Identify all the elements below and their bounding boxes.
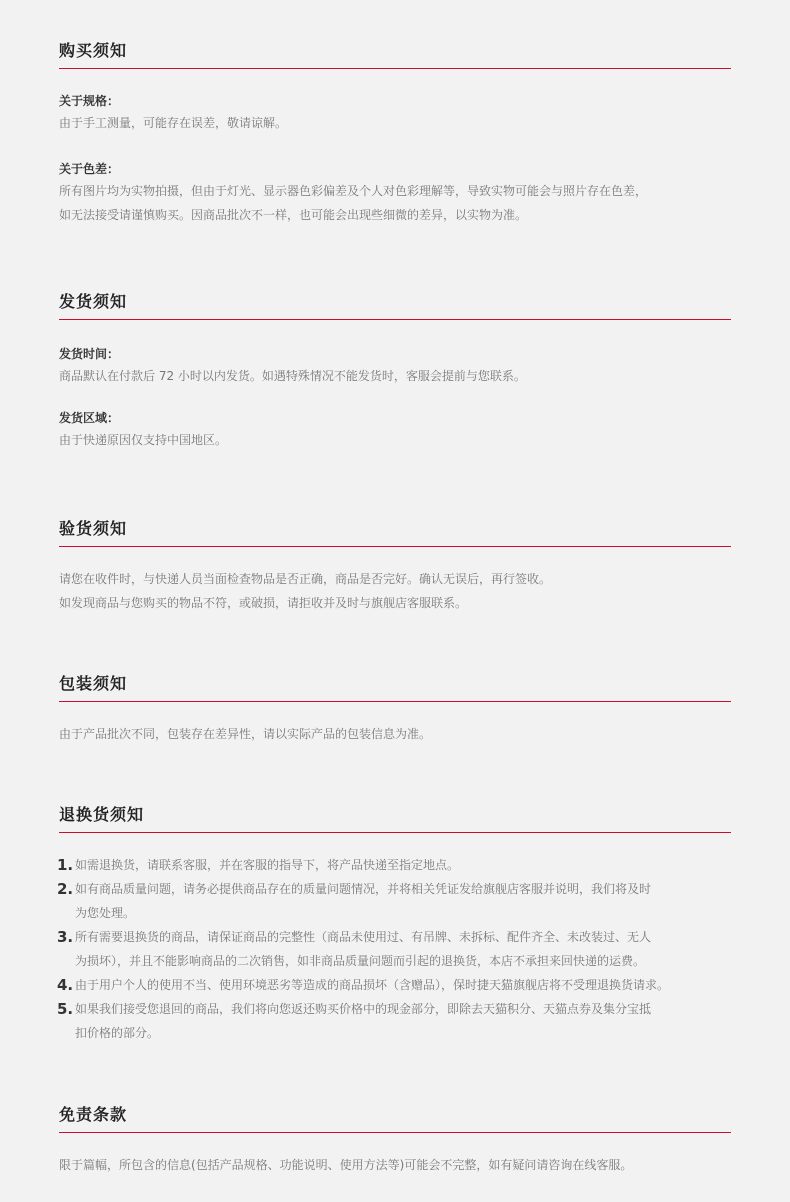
shipping-time-label: 发货时间： bbox=[59, 347, 120, 361]
packing-title: 包装须知 bbox=[59, 671, 731, 702]
list-item bbox=[59, 853, 731, 877]
list-item-line1: 由于用户个人的使用不当、使用环境恶劣等造成的商品损坏（含赠品），保时捷天猫旗舰店将不受理退换货请求。 bbox=[75, 978, 670, 992]
purchase-title: 购买须知 bbox=[59, 38, 731, 69]
list-item-number: 4. bbox=[57, 976, 74, 994]
list-item-number: 2. bbox=[57, 880, 74, 898]
list-item bbox=[59, 877, 731, 925]
list-item bbox=[59, 973, 731, 997]
list-item-line1: 如果我们接受您退回的商品，我们将向您返还购买价格中的现金部分，即除去天猫积分、天猫点券及集分宝抵 bbox=[75, 1002, 652, 1016]
color-label: 关于色差： bbox=[59, 162, 120, 176]
list-item-line1: 所有需要退换货的商品，请保证商品的完整性（商品未使用过、有吊牌、未拆标、配件齐全、未改装过、无人 bbox=[75, 930, 652, 944]
disclaimer-text: 限于篇幅，所包含的信息(包括产品规格、功能说明、使用方法等)可能会不完整，如有疑问请咨询在线客服。 bbox=[59, 1158, 633, 1172]
disclaimer-section bbox=[59, 1102, 731, 1177]
list-item bbox=[59, 997, 731, 1045]
inspect-title: 验货须知 bbox=[59, 516, 731, 547]
returns-section bbox=[59, 802, 731, 1045]
shipping-title: 发货须知 bbox=[59, 289, 731, 320]
inspect-text-1: 请您在收件时，与快递人员当面检查物品是否正确，商品是否完好。确认无误后，再行签收。 bbox=[59, 572, 552, 586]
returns-title: 退换货须知 bbox=[59, 802, 731, 833]
inspect-text-2: 如发现商品与您购买的物品不符，或破损，请拒收并及时与旗舰店客服联系。 bbox=[59, 596, 468, 610]
list-item-line2: 为您处理。 bbox=[75, 906, 136, 920]
packing-section bbox=[59, 671, 731, 746]
shipping-section bbox=[59, 289, 731, 452]
spec-label: 关于规格： bbox=[59, 94, 120, 108]
color-text-2: 如无法接受请谨慎购买。因商品批次不一样，也可能会出现些细微的差异，以实物为准。 bbox=[59, 208, 528, 222]
list-item-line2: 扣价格的部分。 bbox=[75, 1026, 160, 1040]
list-item-line2: 为损坏），并且不能影响商品的二次销售，如非商品质量问题而引起的退换货，本店不承担来回快递的运费。 bbox=[75, 954, 646, 968]
purchase-section bbox=[59, 38, 731, 227]
list-item-number: 5. bbox=[57, 1000, 74, 1018]
inspect-section bbox=[59, 516, 731, 615]
list-item bbox=[59, 925, 731, 973]
shipping-area-label: 发货区域： bbox=[59, 411, 120, 425]
list-item-number: 1. bbox=[57, 856, 74, 874]
list-item-number: 3. bbox=[57, 928, 74, 946]
color-text-1: 所有图片均为实物拍摄，但由于灯光、显示器色彩偏差及个人对色彩理解等，导致实物可能会与照片存在色差， bbox=[59, 184, 648, 198]
shipping-time-text: 商品默认在付款后 72 小时以内发货。如遇特殊情况不能发货时，客服会提前与您联系。 bbox=[59, 369, 526, 383]
spec-text: 由于手工测量，可能存在误差，敬请谅解。 bbox=[59, 116, 288, 130]
list-item-line1: 如有商品质量问题，请务必提供商品存在的质量问题情况，并将相关凭证发给旗舰店客服并说明，我们将及时 bbox=[75, 882, 652, 896]
packing-text: 由于产品批次不同，包装存在差异性，请以实际产品的包装信息为准。 bbox=[59, 727, 432, 741]
list-item-line1: 如需退换货，请联系客服，并在客服的指导下，将产品快递至指定地点。 bbox=[75, 858, 460, 872]
disclaimer-title: 免责条款 bbox=[59, 1102, 731, 1133]
shipping-area-text: 由于快递原因仅支持中国地区。 bbox=[59, 433, 228, 447]
